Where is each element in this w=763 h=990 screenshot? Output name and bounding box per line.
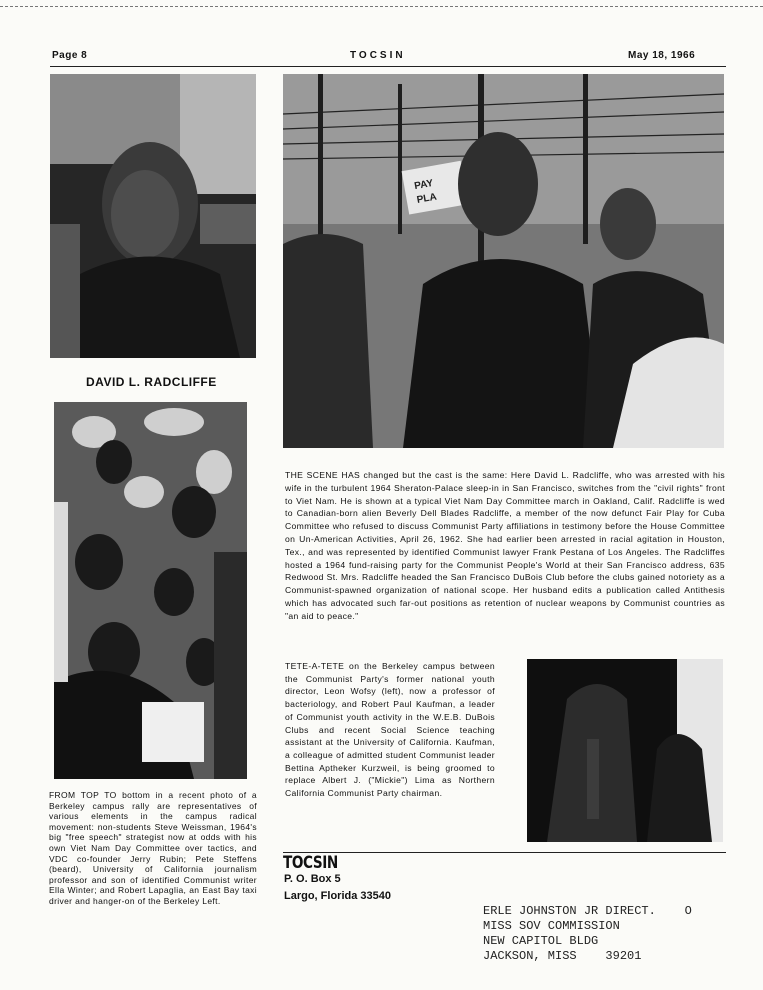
radcliffe-photo-label: DAVID L. RADCLIFFE [86,375,217,389]
radcliffe-portrait-photo [50,74,256,358]
issue-date: May 18, 1966 [628,50,696,61]
page-number: Page 8 [52,50,88,61]
campus-rally-photo [54,402,247,779]
mailing-label-line-1: ERLE JOHNSTON JR DIRECT. O [483,904,692,918]
mailing-label-line-2: MISS SOV COMMISSION [483,919,620,933]
rally-march-photo [283,74,724,448]
rally-sign-text-1: PAY [413,177,435,193]
tete-a-tete-caption: TETE-A-TETE on the Berkeley campus between the Communist Party's former national youth director, Leon Wofsy (left), now a professor of bacteriology, and Robert Paul Kaufman, a leader of Communist youth activity in the W.E.B. DuBois Clubs and recent Social Science teaching assistant at the University of California. Kaufman, a colleague of admitted student Communist leader Bettina Aptheker Kurzweil, is being groomed to replace Albert J. ("Mickie") Lima as Northern California Communist Party chairman. [285,661,495,799]
masthead-title: TOCSIN [283,853,338,873]
rally-sign-text-2: PLA [415,191,438,206]
campus-rally-caption: FROM TOP TO bottom in a recent photo of a Berkeley campus rally are representatives of various elements in the campus radical movement: non-students Steve Weissman, 1964's big "free speech" strategist now at odds with his own Viet Nam Day Committee over tactics, and VDC co-founder Jerry Rubin; Pete Steffens (beard), University of California journalism professor and son of identified Communist writer Ella Winter; and Robert Lapaglia, an East Bay taxi driver and hanger-on of the Berkeley Left. [49,790,257,906]
header-rule [50,66,726,67]
scene-caption: THE SCENE HAS changed but the cast is the same: Here David L. Radcliffe, who was arrested with his wife in the turbulent 1964 Sheraton-Palace sleep-in in San Francisco, switches from the "civil rights" front to Viet Nam. He is shown at a typical Viet Nam Day Committee march in Oakland, Calif. Radcliffe is wed to Canadian-born alien Beverly Dell Blades Radcliffe, a member of the now defunct Fair Play for Cuba Committee who refused to discuss Communist Party affiliations in testimony before the House Committee on Un-American Activities, April 26, 1962. She had earlier been arrested in racial agitation in Houston, Tex., and was represented by identified Communist lawyer Frank Pestana of Los Angeles. The Radcliffes hosted a 1964 fund-raising party for the Communist People's World at their San Francisco address, 635 Redwood St. Mrs. Radcliffe headed the San Francisco DuBois Club before the clubs gained notoriety as a Communist-spawned organization of national scope. Her husband edits a publication called Antithesis which has advocated such far-out positions as retention of nuclear weapons by Communist countries as "an aid to peace." [285,470,725,621]
top-cut-line [0,6,763,7]
mailing-label-line-3: NEW CAPITOL BLDG [483,934,599,948]
mailing-label-line-4: JACKSON, MISS 39201 [483,949,642,963]
masthead-po-box: P. O. Box 5 [284,873,341,885]
publication-name: TOCSIN [350,50,406,61]
masthead-rule [283,852,726,853]
tete-a-tete-photo [527,659,723,842]
masthead-city: Largo, Florida 33540 [284,890,391,902]
